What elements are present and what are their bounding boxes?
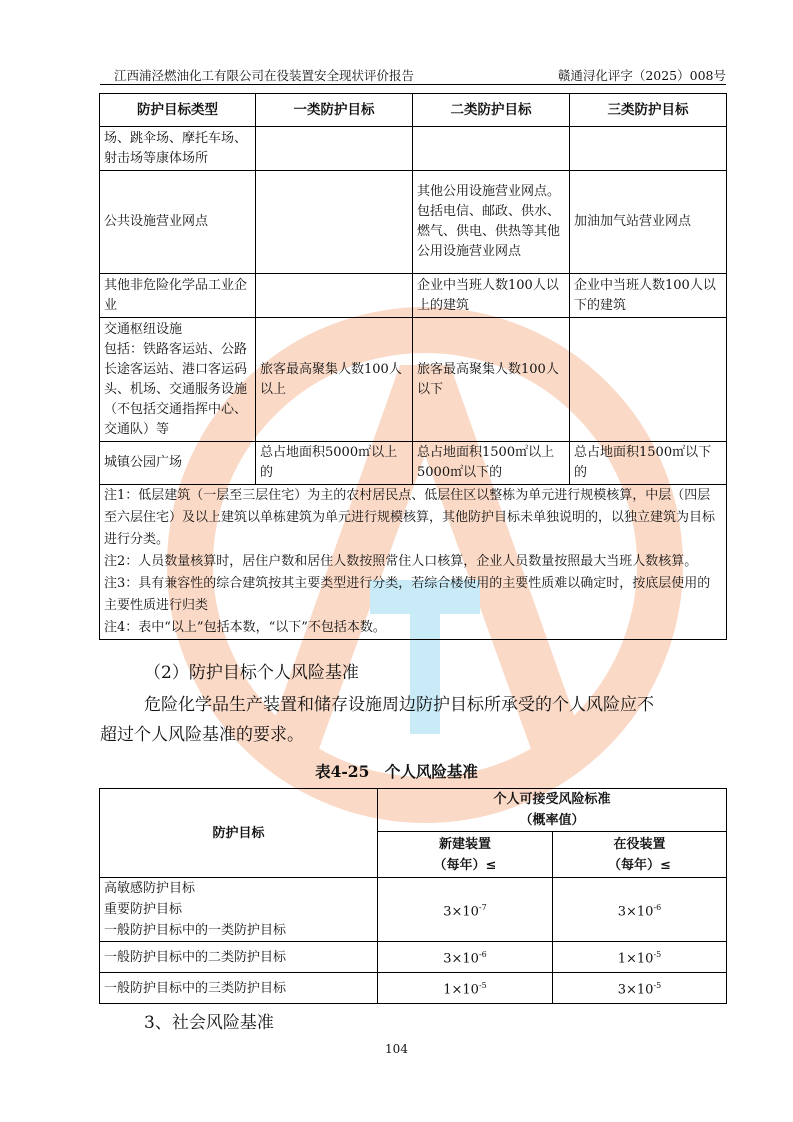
value-exponent: -6 (653, 902, 662, 912)
column-header-existing-installation (553, 832, 727, 878)
page-number: 104 (385, 1042, 408, 1056)
header-line: 在役装置 (613, 836, 666, 852)
individual-risk-criteria-table (99, 788, 727, 1004)
table-row (100, 171, 727, 274)
table-row (100, 942, 727, 973)
table-row (100, 274, 727, 318)
value-base: 1×10 (617, 951, 654, 967)
risk-value (378, 878, 553, 942)
value-exponent: -5 (478, 981, 487, 991)
header-line: 新建装置 (438, 836, 491, 852)
value-base: 3×10 (443, 951, 479, 967)
header-report-title: 江西浦泾燃油化工有限公司在役装置安全现状评价报告 (114, 68, 415, 83)
table-cell: 总占地面积1500㎡以上5000㎡以下的 (413, 442, 570, 485)
table-cell: 其他非危险化学品工业企业 (100, 274, 256, 318)
risk-value (378, 942, 553, 973)
value-exponent: -6 (478, 950, 487, 960)
target-line: 一般防护目标中的一类防护目标 (104, 923, 287, 938)
group-header-line: 个人可接受风险标准 (493, 792, 611, 807)
column-header: 三类防护目标 (570, 94, 727, 127)
value-base: 3×10 (617, 904, 654, 920)
table-note: 注3：具有兼容性的综合建筑按其主要类型进行分类，若综合楼使用的主要性质难以确定时，按底层使用的主要性质进行归类 (104, 576, 711, 613)
risk-value (378, 973, 553, 1004)
table-notes (100, 485, 727, 640)
table-cell (413, 127, 570, 171)
table-cell: 加油加气站营业网点 (570, 171, 727, 274)
risk-value (553, 973, 727, 1004)
table-cell: 其他公用设施营业网点。包括电信、邮政、供水、燃气、供电、供热等其他公用设施营业网点 (413, 171, 570, 274)
table-cell (256, 171, 413, 274)
target-line: 高敏感防护目标 (104, 881, 196, 896)
value-exponent: -7 (478, 902, 487, 912)
table-cell: 交通枢纽设施 包括：铁路客运站、公路长途客运站、港口客运码头、机场、交通服务设施（不包括交通指挥中心、交通队）等 (100, 318, 256, 442)
group-header-line: （概率值） (519, 813, 585, 828)
table-row (100, 127, 727, 171)
header-line: （每年）≤ (433, 857, 497, 873)
risk-value (553, 878, 727, 942)
value-base: 3×10 (443, 904, 479, 920)
table-header-row (100, 789, 727, 832)
table-cell: 旅客最高聚集人数100人以上 (256, 318, 413, 442)
section-heading-social-risk: 3、社会风险基准 (144, 1013, 274, 1033)
paragraph-line: 超过个人风险基准的要求。 (100, 725, 304, 745)
table-cell (256, 127, 413, 171)
table-cell: 企业中当班人数100人以下的建筑 (570, 274, 727, 318)
column-header-new-installation (378, 832, 553, 878)
value-base: 1×10 (443, 982, 479, 998)
table-cell: 总占地面积5000㎡以上的 (256, 442, 413, 485)
table-header-row (100, 94, 727, 127)
table-cell (256, 274, 413, 318)
table-cell: 公共设施营业网点 (100, 171, 256, 274)
value-exponent: -5 (653, 950, 662, 960)
subheading-individual-risk: （2）防护目标个人风险基准 (144, 663, 359, 683)
paragraph-line: 危险化学品生产装置和储存设施周边防护目标所承受的个人风险应不 (144, 695, 654, 715)
column-group-header (378, 789, 727, 832)
value-exponent: -5 (653, 981, 662, 991)
column-header: 二类防护目标 (413, 94, 570, 127)
table-cell (570, 318, 727, 442)
table-cell (570, 127, 727, 171)
table-notes-row (100, 485, 727, 640)
table-cell: 一般防护目标中的二类防护目标 (100, 942, 378, 973)
column-header: 防护目标 (100, 789, 378, 878)
table-row (100, 318, 727, 442)
table-row (100, 442, 727, 485)
table-caption: 表4-25 个人风险基准 (315, 762, 478, 781)
page-header (100, 66, 726, 85)
header-report-number: 赣通浔化评字（2025）008号 (557, 68, 726, 83)
table-note: 注2：人员数量核算时，居住户数和居住人数按照常住人口核算，企业人员数量按照最大当班人数核算。 (104, 554, 698, 569)
table-cell: 企业中当班人数100人以上的建筑 (413, 274, 570, 318)
table-note: 注4：表中“以上”包括本数，“以下”不包括本数。 (104, 620, 386, 635)
protection-target-classification-table (99, 93, 727, 640)
table-cell: 城镇公园广场 (100, 442, 256, 485)
table-row (100, 973, 727, 1004)
column-header: 防护目标类型 (100, 94, 256, 127)
table-note: 注1：低层建筑（一层至三层住宅）为主的农村居民点、低层住区以整栋为单元进行规模核算，中层（四层至六层住宅）及以上建筑以单栋建筑为单元进行规模核算，其他防护目标未单独说明的，以独立建筑为目标进行分类。 (104, 488, 716, 547)
value-base: 3×10 (617, 982, 654, 998)
table-cell (100, 878, 378, 942)
table-cell: 场、跳伞场、摩托车场、射击场等康体场所 (100, 127, 256, 171)
risk-value (553, 942, 727, 973)
header-line: （每年）≤ (608, 857, 671, 873)
column-header: 一类防护目标 (256, 94, 413, 127)
table-cell: 总占地面积1500㎡以下的 (570, 442, 727, 485)
target-line: 重要防护目标 (104, 902, 183, 917)
table-row (100, 878, 727, 942)
table-cell: 一般防护目标中的三类防护目标 (100, 973, 378, 1004)
table-cell: 旅客最高聚集人数100人以下 (413, 318, 570, 442)
